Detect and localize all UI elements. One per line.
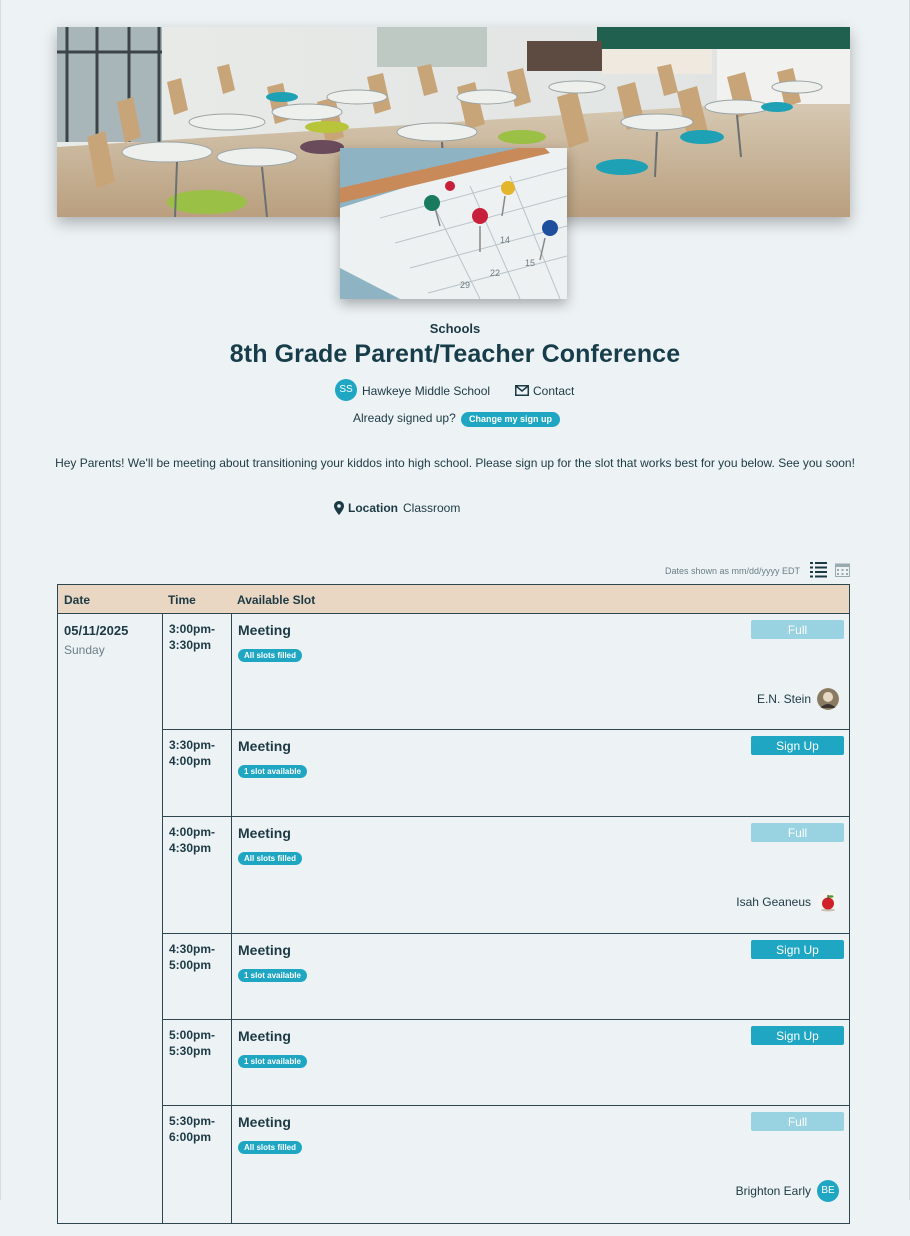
sign-up-button[interactable]: Sign Up	[751, 1026, 844, 1045]
organizer-avatar[interactable]: SS	[335, 379, 357, 401]
slot-title: Meeting	[238, 622, 291, 638]
date-value: 05/11/2025	[64, 623, 129, 638]
slot-status-badge: All slots filled	[238, 649, 302, 662]
table-row	[163, 817, 849, 934]
column-header-time: Time	[168, 593, 196, 607]
person-avatar: BE	[817, 1180, 839, 1202]
location-value: Classroom	[403, 501, 461, 515]
location-label: Location	[348, 501, 398, 515]
person-name: Brighton Early	[735, 1184, 811, 1198]
day-value: Sunday	[64, 643, 105, 657]
mail-icon[interactable]	[515, 385, 529, 396]
slot-status-badge: All slots filled	[238, 1141, 302, 1154]
table-row	[163, 614, 849, 730]
calendar-view-icon[interactable]	[835, 562, 850, 577]
slot-time: 3:30pm- 4:00pm	[169, 738, 216, 768]
svg-text:29: 29	[460, 280, 471, 290]
column-header-date: Date	[64, 593, 91, 607]
slot-status-badge: 1 slot available	[238, 765, 307, 778]
person-name: E.N. Stein	[756, 692, 811, 706]
table-row	[163, 730, 849, 817]
full-button: Full	[751, 1112, 844, 1131]
slot-title: Meeting	[238, 1114, 291, 1130]
sign-up-button[interactable]: Sign Up	[751, 736, 844, 755]
table-header	[58, 585, 849, 614]
signup-person	[539, 688, 839, 710]
slot-time: 5:30pm- 6:00pm	[169, 1114, 216, 1144]
date-cell	[64, 623, 128, 657]
person-avatar	[817, 688, 839, 710]
slot-time: 5:00pm- 5:30pm	[169, 1028, 216, 1058]
list-view-icon[interactable]	[810, 562, 827, 578]
page-title: 8th Grade Parent/Teacher Conference	[229, 340, 681, 368]
svg-text:14: 14	[500, 235, 511, 245]
slot-time: 3:00pm- 3:30pm	[169, 622, 216, 652]
slot-status-badge: All slots filled	[238, 852, 302, 865]
apple-icon	[817, 891, 839, 913]
already-signed-up-text: Already signed up?	[353, 411, 456, 425]
slot-time: 4:00pm- 4:30pm	[169, 825, 216, 855]
signed-up-row	[0, 411, 910, 429]
calendar-image	[340, 148, 567, 299]
slot-title: Meeting	[238, 825, 291, 841]
dates-format-note: Dates shown as mm/dd/yyyy EDT	[664, 566, 800, 576]
location-pin-icon	[334, 501, 344, 515]
full-button: Full	[751, 620, 844, 639]
change-signup-button[interactable]: Change my sign up	[461, 412, 560, 427]
category-label: Schools	[429, 321, 481, 336]
organizer-name[interactable]: Hawkeye Middle School	[362, 384, 491, 398]
organizer-row	[0, 379, 910, 403]
table-row	[163, 1020, 849, 1106]
table-row	[163, 1106, 849, 1236]
slot-title: Meeting	[238, 738, 291, 754]
slot-title: Meeting	[238, 1028, 291, 1044]
description: Hey Parents! We'll be meeting about transitioning your kiddos into high school. Please sign up for the slot that works best for you below. See you soon!	[55, 456, 855, 470]
slot-status-badge: 1 slot available	[238, 1055, 307, 1068]
slot-status-badge: 1 slot available	[238, 969, 307, 982]
contact-link[interactable]: Contact	[533, 384, 575, 398]
svg-text:15: 15	[525, 258, 536, 268]
full-button: Full	[751, 823, 844, 842]
slot-time: 4:30pm- 5:00pm	[169, 942, 216, 972]
signup-person	[539, 891, 839, 913]
location-row	[0, 500, 910, 516]
table-row	[163, 934, 849, 1020]
slot-title: Meeting	[238, 942, 291, 958]
signup-table	[57, 584, 850, 1224]
column-header-slot: Available Slot	[237, 593, 316, 607]
svg-text:22: 22	[490, 268, 501, 278]
sign-up-button[interactable]: Sign Up	[751, 940, 844, 959]
person-name: Isah Geaneus	[736, 895, 811, 909]
signup-person	[539, 1180, 839, 1202]
